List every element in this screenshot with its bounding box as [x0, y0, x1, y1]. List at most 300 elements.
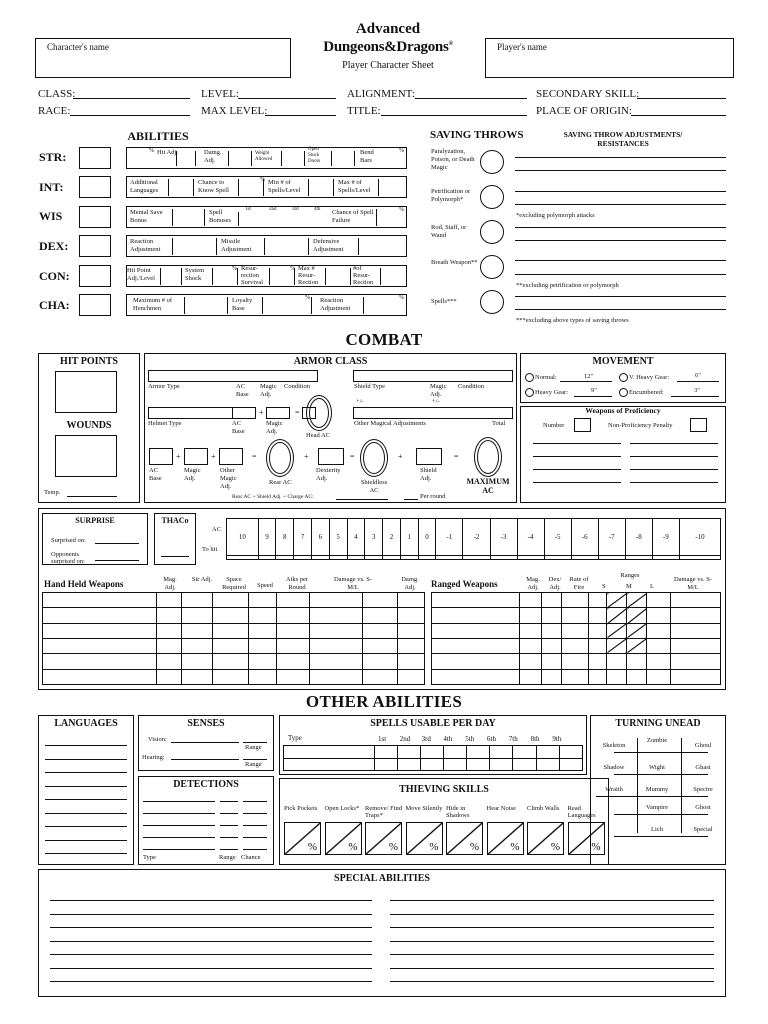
undead-line[interactable] — [614, 814, 708, 815]
hh-speed: Speed — [257, 582, 273, 589]
armor-type-field[interactable] — [148, 370, 318, 382]
surprised-on-field[interactable] — [95, 543, 139, 544]
heavy-radio[interactable] — [525, 388, 534, 397]
language-line[interactable] — [45, 799, 127, 800]
spell-slot-cell[interactable] — [444, 746, 467, 759]
hand-held-cell[interactable] — [249, 638, 276, 653]
special-line-right[interactable] — [390, 941, 714, 942]
ac-value-cell: 2 — [383, 519, 401, 556]
spell-slot-cell[interactable] — [536, 758, 559, 771]
ranged-cell[interactable] — [607, 623, 627, 638]
detection-chance-line[interactable] — [243, 825, 267, 826]
hand-held-cell[interactable] — [181, 593, 213, 608]
ranged-cell[interactable] — [607, 654, 627, 669]
spell-slot-cell[interactable] — [467, 746, 490, 759]
detection-type-line[interactable] — [143, 813, 215, 814]
ranged-cell[interactable] — [519, 638, 541, 653]
hand-held-cell[interactable] — [362, 623, 397, 638]
thief-skill-box[interactable] — [487, 822, 524, 855]
hand-held-cell[interactable] — [310, 593, 363, 608]
undead-line[interactable] — [614, 836, 708, 837]
hand-held-cell[interactable] — [156, 669, 181, 684]
ranged-cell[interactable] — [432, 654, 520, 669]
save-petrification-circle[interactable] — [480, 185, 504, 209]
language-line[interactable] — [45, 759, 127, 760]
detection-type-line[interactable] — [143, 825, 215, 826]
special-line-left[interactable] — [50, 954, 372, 955]
save-rod-circle[interactable] — [480, 220, 504, 244]
wis-lvl4: 4th — [314, 207, 321, 212]
hand-held-cell[interactable] — [249, 623, 276, 638]
hand-held-cell[interactable] — [213, 593, 249, 608]
wis-save-box[interactable] — [172, 209, 205, 226]
ranged-cell[interactable] — [432, 593, 520, 608]
hand-held-cell[interactable] — [43, 593, 157, 608]
int-min-box[interactable] — [308, 179, 334, 196]
hand-held-cell[interactable] — [397, 669, 424, 684]
con-score[interactable] — [79, 265, 111, 287]
head-ac-oval[interactable] — [306, 395, 332, 431]
hand-held-cell[interactable] — [276, 593, 310, 608]
ranged-cell[interactable] — [519, 669, 541, 684]
hand-held-cell[interactable] — [181, 608, 213, 623]
detection-range-line[interactable] — [220, 801, 238, 802]
int-lang-box[interactable] — [168, 179, 194, 196]
save-spells-circle[interactable] — [480, 290, 504, 314]
hand-held-cell[interactable] — [156, 638, 181, 653]
save-breath-circle[interactable] — [480, 255, 504, 279]
con-max-box[interactable] — [325, 268, 351, 285]
spell-slot-cell[interactable] — [397, 758, 420, 771]
hand-held-cell[interactable] — [276, 669, 310, 684]
hand-held-cell[interactable] — [156, 623, 181, 638]
hand-held-cell[interactable] — [276, 623, 310, 638]
str-weight-box[interactable] — [281, 151, 305, 166]
dex-score[interactable] — [79, 235, 111, 257]
to-hit-cell[interactable] — [311, 555, 329, 559]
hand-held-cell[interactable] — [249, 654, 276, 669]
to-hit-cell[interactable] — [598, 555, 625, 559]
to-hit-cell[interactable] — [276, 555, 294, 559]
spell-slot-cell[interactable] — [490, 746, 513, 759]
heavy-field[interactable] — [574, 396, 612, 397]
to-hit-cell[interactable] — [400, 555, 418, 559]
special-line-left[interactable] — [50, 900, 372, 901]
hand-held-cell[interactable] — [362, 669, 397, 684]
spell-slot-cell[interactable] — [420, 758, 443, 771]
wis-bonus-box[interactable] — [238, 212, 330, 226]
int-know-box[interactable] — [238, 179, 264, 196]
ranged-cell[interactable] — [519, 593, 541, 608]
to-hit-cell[interactable] — [490, 555, 517, 559]
language-line[interactable] — [45, 786, 127, 787]
helmet-ac-base[interactable] — [232, 407, 256, 419]
hearing-range-field[interactable] — [243, 759, 267, 760]
ranged-cell[interactable] — [627, 608, 647, 623]
to-hit-cell[interactable] — [679, 555, 720, 559]
int-add-lang: Additional Languages — [130, 179, 159, 194]
detection-type-line[interactable] — [143, 849, 215, 850]
hand-held-cell[interactable] — [181, 669, 213, 684]
hand-held-cell[interactable] — [213, 638, 249, 653]
spell-slot-cell[interactable] — [536, 746, 559, 759]
detection-chance-line[interactable] — [243, 837, 267, 838]
hand-held-cell[interactable] — [156, 608, 181, 623]
ranged-cell[interactable] — [627, 623, 647, 638]
ranged-table — [431, 592, 721, 685]
save-paralyzation-circle[interactable] — [480, 150, 504, 174]
vheavy-radio[interactable] — [619, 373, 628, 382]
r-l: L — [650, 583, 654, 590]
hand-held-cell[interactable] — [397, 638, 424, 653]
special-line-left[interactable] — [50, 914, 372, 915]
hand-held-cell[interactable] — [213, 654, 249, 669]
temp-field[interactable] — [67, 496, 117, 497]
special-line-right[interactable] — [390, 927, 714, 928]
ranged-cell[interactable] — [589, 638, 607, 653]
hh-str-adj: Str Adj. — [191, 576, 213, 583]
hand-held-cell[interactable] — [156, 593, 181, 608]
to-hit-cell[interactable] — [571, 555, 598, 559]
special-line-right[interactable] — [390, 968, 714, 969]
ranged-cell[interactable] — [589, 593, 607, 608]
hand-held-cell[interactable] — [156, 654, 181, 669]
vision-field[interactable] — [171, 742, 239, 743]
r-dex-adj: Dex/ Adj. — [548, 576, 562, 591]
thaco-field[interactable] — [161, 556, 189, 557]
ranged-cell[interactable] — [541, 669, 561, 684]
special-line-left[interactable] — [50, 981, 372, 982]
spell-slot-cell[interactable] — [490, 758, 513, 771]
ranged-cell[interactable] — [432, 669, 520, 684]
ranged-cell[interactable] — [671, 608, 721, 623]
hand-held-cell[interactable] — [43, 608, 157, 623]
to-hit-cell[interactable] — [365, 555, 383, 559]
ranged-cell[interactable] — [561, 669, 589, 684]
hand-held-cell[interactable] — [213, 608, 249, 623]
helmet-type-label: Helmet Type — [148, 420, 182, 427]
hand-held-cell[interactable] — [397, 593, 424, 608]
ranged-cell[interactable] — [561, 638, 589, 653]
spell-slot-cell[interactable] — [513, 758, 536, 771]
spell-slot-cell[interactable] — [374, 758, 397, 771]
per-round-field[interactable] — [404, 499, 418, 500]
hand-held-cell[interactable] — [310, 638, 363, 653]
ranged-cell[interactable] — [647, 623, 671, 638]
special-line-right[interactable] — [390, 954, 714, 955]
max-level-label: MAX LEVEL: — [201, 105, 268, 117]
hand-held-cell[interactable] — [362, 654, 397, 669]
detection-type-line[interactable] — [143, 837, 215, 838]
spell-slot-cell[interactable] — [374, 746, 397, 759]
undead-line[interactable] — [614, 752, 708, 753]
con-hp-box[interactable] — [160, 268, 182, 285]
save-note-3: ***excluding above types of saving throws — [516, 317, 629, 324]
language-line[interactable] — [45, 745, 127, 746]
hand-held-cell[interactable] — [397, 654, 424, 669]
wop-number-label: Number — [543, 422, 565, 429]
hand-held-cell[interactable] — [310, 669, 363, 684]
secondary-skill-field[interactable] — [637, 98, 726, 99]
ranged-cell[interactable] — [607, 669, 627, 684]
detection-chance-line[interactable] — [243, 813, 267, 814]
ranged-cell[interactable] — [627, 654, 647, 669]
wounds-box[interactable] — [55, 435, 117, 477]
title-field[interactable] — [381, 115, 527, 116]
ac-other-box[interactable] — [219, 448, 243, 465]
str-hit-box[interactable] — [176, 151, 196, 166]
detection-chance-line[interactable] — [243, 801, 267, 802]
str-score[interactable] — [79, 147, 111, 169]
ranged-cell[interactable] — [519, 654, 541, 669]
dex-adj-box[interactable] — [318, 448, 344, 465]
shieldless-ac-oval[interactable] — [360, 439, 388, 477]
cha-reaction-box[interactable] — [363, 297, 399, 314]
ranged-cell[interactable] — [647, 669, 671, 684]
dex-missile-box[interactable] — [264, 238, 309, 255]
hand-held-cell[interactable] — [397, 608, 424, 623]
to-hit-cell[interactable] — [652, 555, 679, 559]
spell-slot-cell[interactable] — [420, 746, 443, 759]
ranged-cell[interactable] — [541, 593, 561, 608]
ranged-cell[interactable] — [541, 654, 561, 669]
int-score[interactable] — [79, 176, 111, 198]
wop-number-box[interactable] — [574, 418, 591, 432]
language-line[interactable] — [45, 853, 127, 854]
hand-held-cell[interactable] — [43, 669, 157, 684]
ranged-cell[interactable] — [541, 638, 561, 653]
con-shock-box[interactable] — [212, 268, 238, 285]
thief-skill-box[interactable] — [325, 822, 362, 855]
thief-skill-box[interactable] — [527, 822, 564, 855]
level-field[interactable] — [238, 98, 336, 99]
ranged-cell[interactable] — [541, 608, 561, 623]
race-field[interactable] — [70, 115, 190, 116]
hearing-field[interactable] — [171, 759, 239, 760]
max-level-field[interactable] — [265, 115, 336, 116]
hand-held-cell[interactable] — [276, 608, 310, 623]
character-name-box[interactable] — [35, 38, 291, 78]
spell-slot-cell[interactable] — [284, 758, 375, 771]
hand-held-cell[interactable] — [362, 593, 397, 608]
ranged-cell[interactable] — [561, 654, 589, 669]
hand-held-cell[interactable] — [43, 623, 157, 638]
ranged-cell[interactable] — [561, 608, 589, 623]
ranged-cell[interactable] — [589, 608, 607, 623]
spell-slot-cell[interactable] — [559, 758, 582, 771]
alignment-field[interactable] — [415, 98, 527, 99]
shield-adj-box[interactable] — [416, 448, 442, 465]
ranged-cell[interactable] — [627, 669, 647, 684]
ranged-cell[interactable] — [607, 593, 627, 608]
str-damg-box[interactable] — [228, 151, 252, 166]
spell-level-label: 2nd — [399, 735, 411, 743]
to-hit-cell[interactable] — [517, 555, 544, 559]
special-line-right[interactable] — [390, 914, 714, 915]
hand-held-cell[interactable] — [181, 638, 213, 653]
nonprof-box[interactable] — [690, 418, 707, 432]
hand-held-cell[interactable] — [362, 608, 397, 623]
hand-held-cell[interactable] — [249, 608, 276, 623]
detection-chance-line[interactable] — [243, 849, 267, 850]
special-line-right[interactable] — [390, 981, 714, 982]
hand-held-cell[interactable] — [310, 623, 363, 638]
spell-slot-cell[interactable] — [467, 758, 490, 771]
ranged-cell[interactable] — [607, 638, 627, 653]
ranged-cell[interactable] — [671, 654, 721, 669]
ranged-cell[interactable] — [561, 623, 589, 638]
hand-held-cell[interactable] — [181, 654, 213, 669]
ranged-cell[interactable] — [647, 654, 671, 669]
dex-def-box[interactable] — [358, 238, 403, 255]
to-hit-cell[interactable] — [544, 555, 571, 559]
ranged-cell[interactable] — [432, 638, 520, 653]
detection-range-line[interactable] — [220, 837, 238, 838]
hand-held-cell[interactable] — [310, 608, 363, 623]
other-magic-field[interactable] — [353, 407, 513, 419]
ranged-cell[interactable] — [432, 608, 520, 623]
hand-held-cell[interactable] — [249, 669, 276, 684]
ranged-cell[interactable] — [589, 623, 607, 638]
str-doors-box[interactable] — [331, 151, 355, 166]
language-line[interactable] — [45, 840, 127, 841]
logo-line2: Dungeons&Dragons — [323, 39, 449, 55]
language-line[interactable] — [45, 772, 127, 773]
helmet-magic-adj[interactable] — [266, 407, 290, 419]
ac-magic-box[interactable] — [184, 448, 208, 465]
int-max-box[interactable] — [378, 179, 404, 196]
dex-reaction-box[interactable] — [172, 238, 217, 255]
encumbered-radio[interactable] — [619, 388, 628, 397]
con-surv-box[interactable] — [269, 268, 295, 285]
ranged-cell[interactable] — [671, 638, 721, 653]
to-hit-cell[interactable] — [347, 555, 365, 559]
max-ac-oval[interactable] — [474, 437, 502, 477]
ranged-cell[interactable] — [627, 593, 647, 608]
to-hit-cell[interactable] — [227, 555, 259, 559]
hand-held-cell[interactable] — [43, 638, 157, 653]
ranged-cell[interactable] — [541, 623, 561, 638]
spell-slot-cell[interactable] — [444, 758, 467, 771]
ranged-cell[interactable] — [519, 608, 541, 623]
str-damg-adj: Damg. Adj. — [204, 149, 222, 164]
hand-held-cell[interactable] — [397, 623, 424, 638]
ranged-cell[interactable] — [607, 608, 627, 623]
cha-hench-box[interactable] — [184, 297, 228, 314]
ranged-cell[interactable] — [589, 669, 607, 684]
ranged-cell[interactable] — [671, 669, 721, 684]
detection-range-line[interactable] — [220, 849, 238, 850]
normal-radio[interactable] — [525, 373, 534, 382]
player-name-box[interactable] — [485, 38, 734, 78]
vision-range-field[interactable] — [243, 742, 267, 743]
ranged-cell[interactable] — [647, 638, 671, 653]
detection-type-line[interactable] — [143, 801, 215, 802]
undead-label: Wight — [649, 764, 665, 771]
to-hit-cell[interactable] — [463, 555, 490, 559]
ranged-cell[interactable] — [647, 608, 671, 623]
ranged-cell[interactable] — [647, 593, 671, 608]
ac-base-box[interactable] — [149, 448, 173, 465]
shield-type-field[interactable] — [353, 370, 513, 382]
ranged-cell[interactable] — [561, 593, 589, 608]
special-line-right[interactable] — [390, 900, 714, 901]
cha-score[interactable] — [79, 294, 111, 316]
hand-held-cell[interactable] — [310, 654, 363, 669]
con-num-box[interactable] — [380, 268, 404, 285]
language-line[interactable] — [45, 813, 127, 814]
rear-formula-field[interactable] — [336, 499, 388, 500]
thief-skill-box[interactable] — [365, 822, 402, 855]
ranged-cell[interactable] — [519, 623, 541, 638]
vheavy-field[interactable] — [677, 381, 719, 382]
wis-score[interactable] — [79, 206, 111, 228]
to-hit-cell[interactable] — [329, 555, 347, 559]
hand-held-cell[interactable] — [276, 654, 310, 669]
special-line-left[interactable] — [50, 927, 372, 928]
to-hit-cell[interactable] — [383, 555, 401, 559]
encumbered-field[interactable] — [671, 396, 719, 397]
cha-loyalty-box[interactable] — [262, 297, 312, 314]
to-hit-cell[interactable] — [418, 555, 436, 559]
special-line-left[interactable] — [50, 941, 372, 942]
hand-held-title: Hand Held Weapons — [44, 579, 124, 589]
spell-level-label: 9th — [552, 735, 562, 743]
to-hit-cell[interactable] — [436, 555, 463, 559]
hit-points-box[interactable] — [55, 371, 117, 413]
detection-range-line[interactable] — [220, 813, 238, 814]
to-hit-cell[interactable] — [258, 555, 276, 559]
spell-slot-cell[interactable] — [397, 746, 420, 759]
ranged-cell[interactable] — [432, 623, 520, 638]
hand-held-cell[interactable] — [276, 638, 310, 653]
ranged-cell[interactable] — [671, 623, 721, 638]
place-of-origin-field[interactable] — [631, 115, 726, 116]
language-line[interactable] — [45, 826, 127, 827]
undead-line[interactable] — [614, 774, 708, 775]
hand-held-cell[interactable] — [362, 638, 397, 653]
normal-field[interactable] — [560, 381, 612, 382]
hand-held-cell[interactable] — [213, 669, 249, 684]
hand-held-cell[interactable] — [43, 654, 157, 669]
spell-slot-cell[interactable] — [513, 746, 536, 759]
ac-magic-label: Magic Adj. — [184, 467, 201, 482]
thief-skill-box[interactable] — [284, 822, 321, 855]
thief-skill-box[interactable] — [446, 822, 483, 855]
class-field[interactable] — [73, 98, 190, 99]
hand-held-cell[interactable] — [181, 623, 213, 638]
spell-slot-cell[interactable] — [559, 746, 582, 759]
rear-ac-oval[interactable] — [266, 439, 294, 477]
ranged-cell[interactable] — [589, 654, 607, 669]
spell-slot-cell[interactable] — [284, 746, 375, 759]
to-hit-cell[interactable] — [625, 555, 652, 559]
to-hit-cell[interactable] — [294, 555, 312, 559]
save-line-3a — [515, 227, 726, 228]
special-line-left[interactable] — [50, 968, 372, 969]
hand-held-cell[interactable] — [213, 623, 249, 638]
wis-fail-box[interactable] — [376, 209, 398, 226]
thief-skill-box[interactable] — [406, 822, 443, 855]
detection-range-line[interactable] — [220, 825, 238, 826]
det-type-label: Type — [143, 854, 156, 861]
ranged-cell[interactable] — [627, 638, 647, 653]
hand-held-cell[interactable] — [249, 593, 276, 608]
ranged-cell[interactable] — [671, 593, 721, 608]
opponents-surprised-field[interactable] — [95, 560, 139, 561]
logo-line1: Advanced — [355, 21, 421, 37]
undead-line[interactable] — [596, 796, 708, 797]
